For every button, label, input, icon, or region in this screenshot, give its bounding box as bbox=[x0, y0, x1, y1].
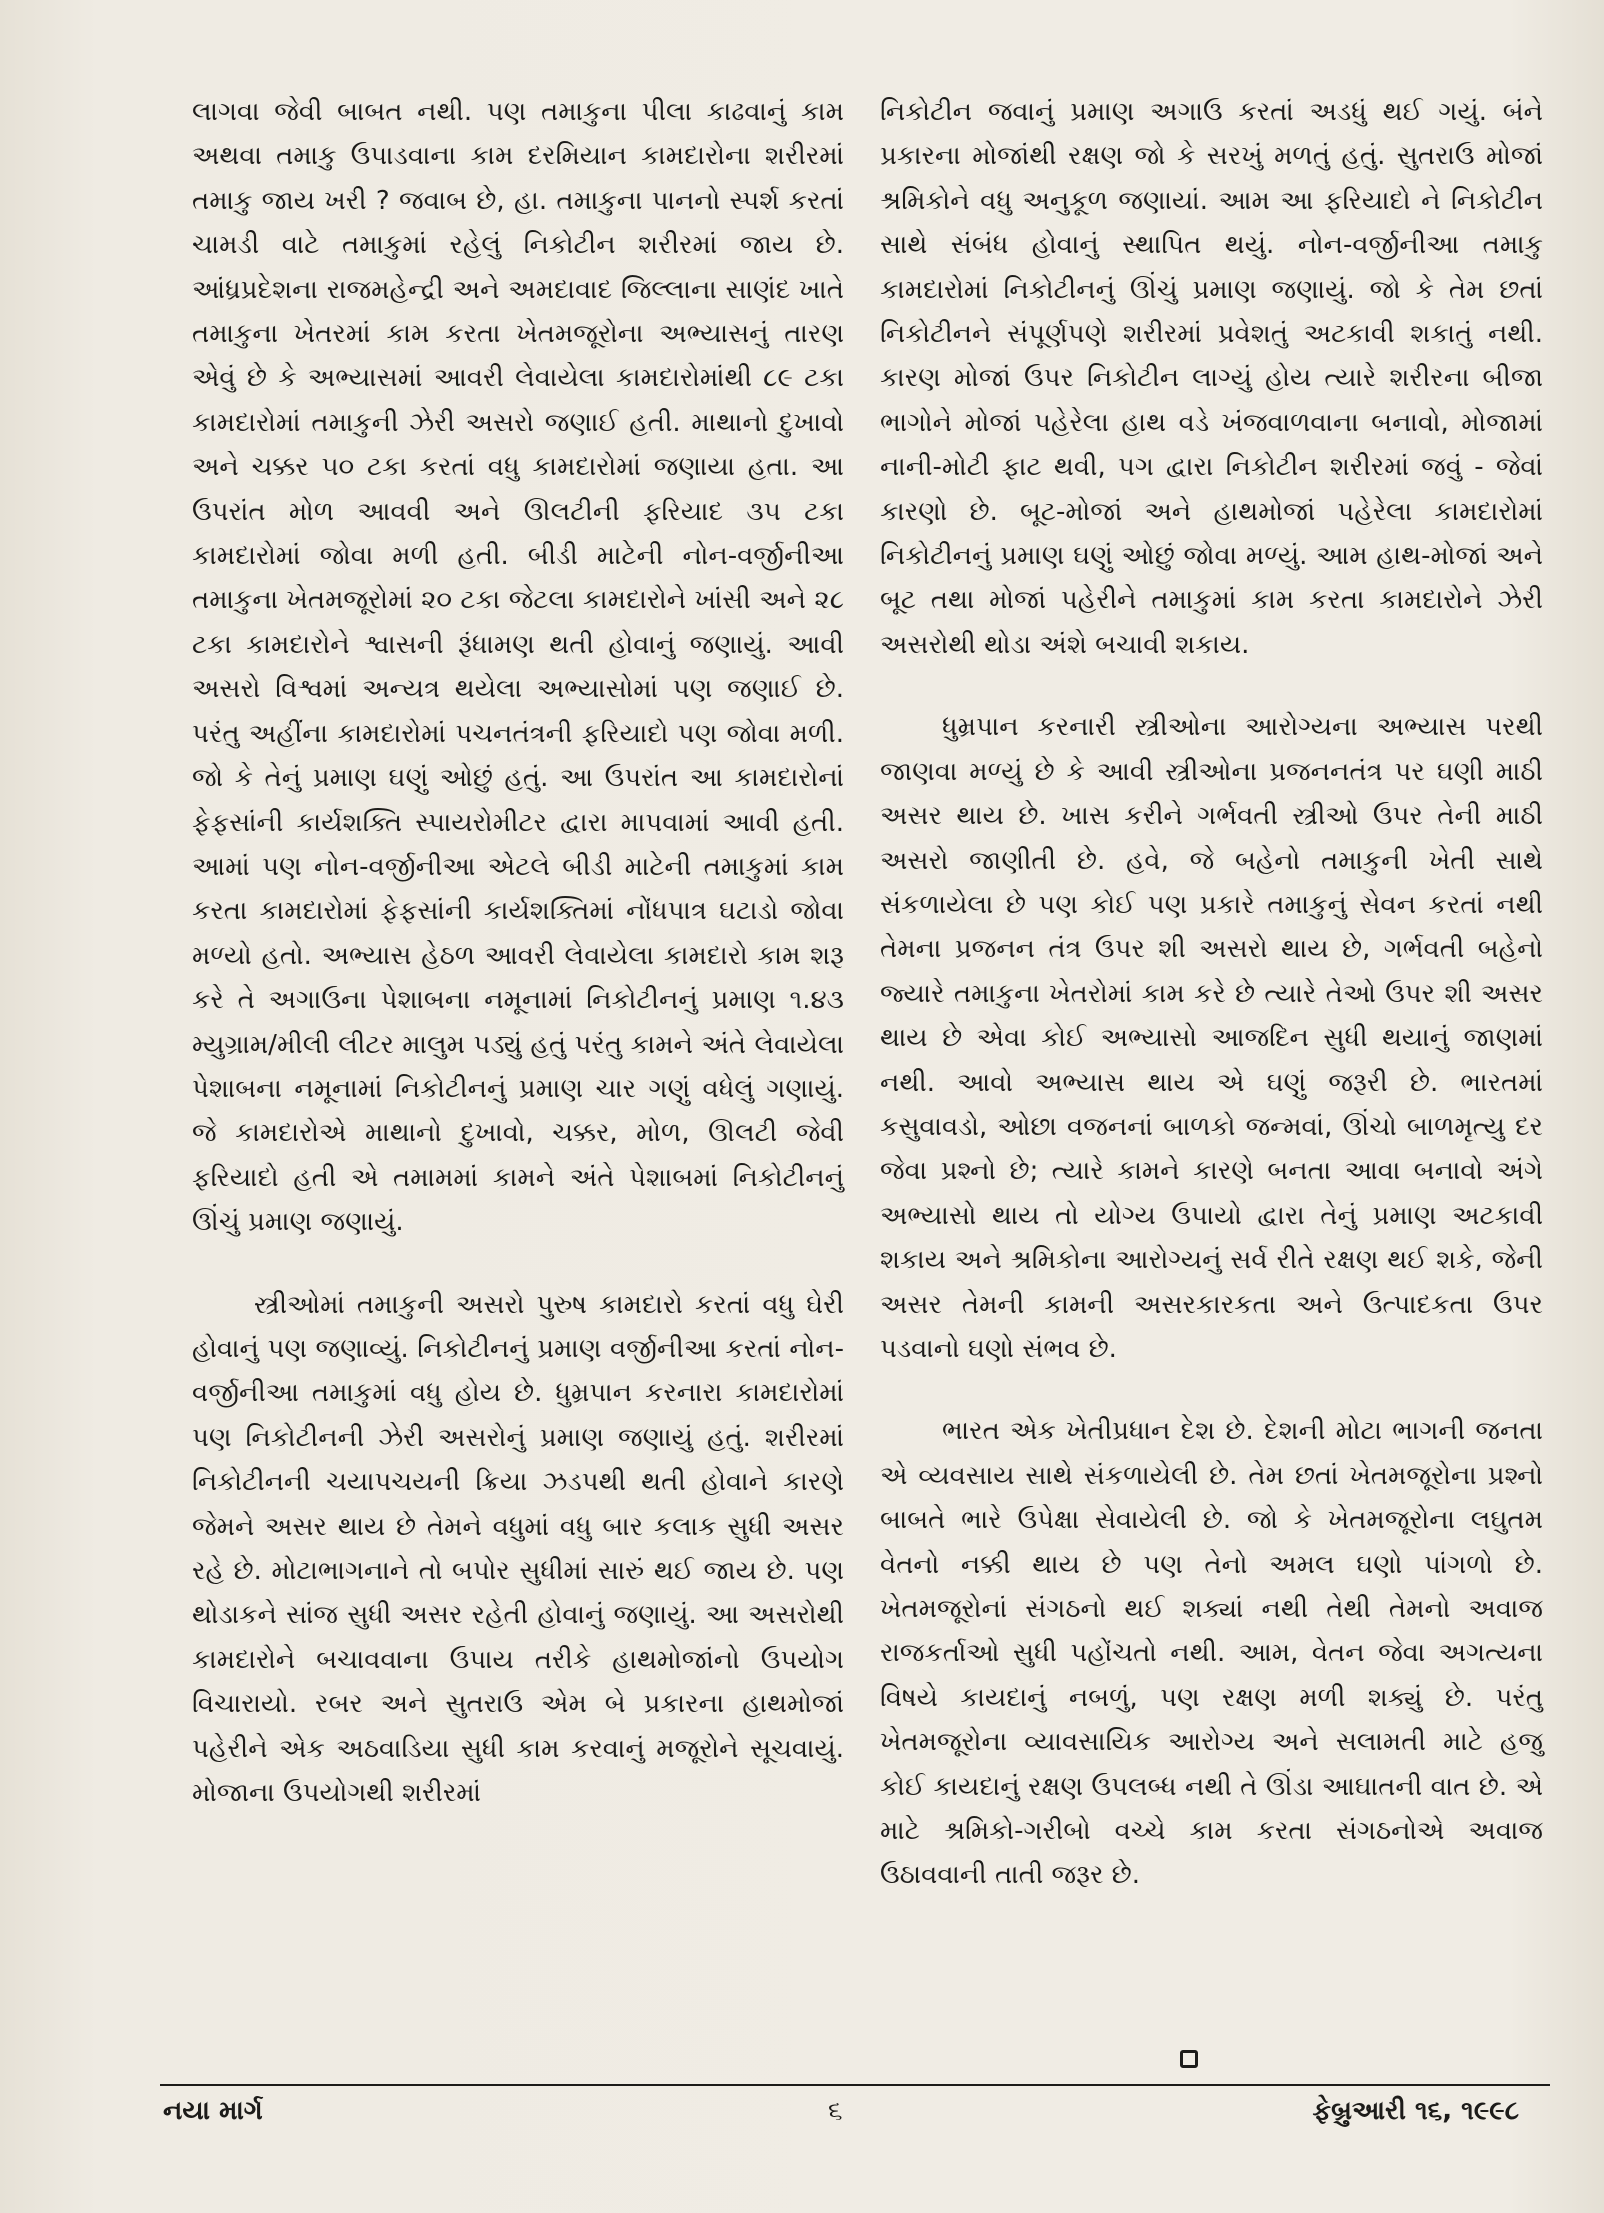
publication-name: નયા માર્ગ bbox=[163, 2096, 263, 2126]
left-paragraph-2: સ્ત્રીઓમાં તમાકુની અસરો પુરુષ કામદારો કરતાં વધુ ઘેરી હોવાનું પણ જણાવ્યું. નિકોટીનનું પ્રમાણ વર્જીનીઆ કરતાં નોન-વર્જીનીઆ તમાકુમાં વધુ હોય છે. ધુમ્રપાન કરનારા કામદારોમાં પણ નિકોટીનની ઝેરી અસરોનું પ્રમાણ જણાયું હતું. શરીરમાં નિકોટીનની ચયાપચયની ક્રિયા ઝડપથી થતી હોવાને કારણે જેમને અસર થાય છે તેમને વધુમાં વધુ બાર કલાક સુધી અસર રહે છે. મોટાભાગનાને તો બપોર સુધીમાં સારું થઈ જાય છે. પણ થોડાકને સાંજ સુધી અસર રહેતી હોવાનું જણાયું. આ અસરોથી કામદારોને બચાવવાના ઉપાય તરીકે હાથમોજાંનો ઉપયોગ વિચારાયો. રબર અને સુતરાઉ એમ બે પ્રકારના હાથમોજાં પહેરીને એક અઠવાડિયા સુધી કામ કરવાનું મજૂરોને સૂચવાયું. મોજાના ઉપયોગથી શરીરમાં bbox=[192, 1289, 844, 1809]
right-column bbox=[880, 90, 1543, 1898]
right-paragraph-3: ભારત એક ખેતીપ્રધાન દેશ છે. દેશની મોટા ભાગની જનતા એ વ્યવસાય સાથે સંકળાયેલી છે. તેમ છતાં ખેતમજૂરોના પ્રશ્નો બાબતે ભારે ઉપેક્ષા સેવાયેલી છે. જો કે ખેતમજૂરોના લઘુતમ વેતનો નક્કી થાય છે પણ તેનો અમલ ઘણો પાંગળો છે. ખેતમજૂરોનાં સંગઠનો થઈ શક્યાં નથી તેથી તેમનો અવાજ રાજકર્તાઓ સુધી પહોંચતો નથી. આમ, વેતન જેવા અગત્યના વિષયે કાયદાનું નબળું, પણ રક્ષણ મળી શક્યું છે. પરંતુ ખેતમજૂરોના વ્યાવસાયિક આરોગ્ય અને સલામતી માટે હજુ કોઈ કાયદાનું રક્ષણ ઉપલબ્ધ નથી તે ઊંડા આઘાતની વાત છે. એ માટે શ્રમિકો-ગરીબો વચ્ચે કામ કરતા સંગઠનોએ અવાજ ઉઠાવવાની તાતી જરૂર છે. bbox=[880, 1416, 1543, 1891]
page-number: ૬ bbox=[828, 2096, 843, 2126]
issue-date: ફેબ્રુઆરી ૧૬, ૧૯૯૮ bbox=[1312, 2096, 1519, 2126]
right-paragraph-2: ધુમ્રપાન કરનારી સ્ત્રીઓના આરોગ્યના અભ્યાસ પરથી જાણવા મળ્યું છે કે આવી સ્ત્રીઓના પ્રજનનતંત્ર પર ઘણી માઠી અસર થાય છે. ખાસ કરીને ગર્ભવતી સ્ત્રીઓ ઉપર તેની માઠી અસરો જાણીતી છે. હવે, જે બહેનો તમાકુની ખેતી સાથે સંકળાયેલા છે પણ કોઈ પણ પ્રકારે તમાકુનું સેવન કરતાં નથી તેમના પ્રજનન તંત્ર ઉપર શી અસરો થાય છે, ગર્ભવતી બહેનો જ્યારે તમાકુના ખેતરોમાં કામ કરે છે ત્યારે તેઓ ઉપર શી અસર થાય છે એવા કોઈ અભ્યાસો આજદિન સુધી થયાનું જાણમાં નથી. આવો અભ્યાસ થાય એ ઘણું જરૂરી છે. ભારતમાં કસુવાવડો, ઓછા વજનનાં બાળકો જન્મવાં, ઊંચો બાળમૃત્યુ દર જેવા પ્રશ્નો છે; ત્યારે કામને કારણે બનતા આવા બનાવો અંગે અભ્યાસો થાય તો યોગ્ય ઉપાયો દ્વારા તેનું પ્રમાણ અટકાવી શકાય અને શ્રમિકોના આરોગ્યનું સર્વ રીતે રક્ષણ થઈ શકે, જેની અસર તેમની કામની અસરકારકતા અને ઉત્પાદકતા ઉપર પડવાનો ઘણો સંભવ છે. bbox=[880, 712, 1543, 1364]
right-paragraph-1: નિકોટીન જવાનું પ્રમાણ અગાઉ કરતાં અડધું થઈ ગયું. બંને પ્રકારના મોજાંથી રક્ષણ જો કે સરખું મળતું હતું. સુતરાઉ મોજાં શ્રમિકોને વધુ અનુકૂળ જણાયાં. આમ આ ફરિયાદો ને નિકોટીન સાથે સંબંધ હોવાનું સ્થાપિત થયું. નોન-વર્જીનીઆ તમાકુ કામદારોમાં નિકોટીનનું ઊંચું પ્રમાણ જણાયું. જો કે તેમ છતાં નિકોટીનને સંપૂર્ણપણે શરીરમાં પ્રવેશતું અટકાવી શકાતું નથી. કારણ મોજાં ઉપર નિકોટીન લાગ્યું હોય ત્યારે શરીરના બીજા ભાગોને મોજાં પહેરેલા હાથ વડે ખંજવાળવાના બનાવો, મોજામાં નાની-મોટી ફાટ થવી, પગ દ્વારા નિકોટીન શરીરમાં જવું - જેવાં કારણો છે. બૂટ-મોજાં અને હાથમોજાં પહેરેલા કામદારોમાં નિકોટીનનું પ્રમાણ ઘણું ઓછું જોવા મળ્યું. આમ હાથ-મોજાં અને બૂટ તથા મોજાં પહેરીને તમાકુમાં કામ કરતા કામદારોને ઝેરી અસરોથી થોડા અંશે બચાવી શકાય. bbox=[880, 97, 1543, 660]
left-column bbox=[192, 90, 844, 1815]
hollow-square-icon bbox=[1180, 2050, 1198, 2068]
footer-divider bbox=[160, 2084, 1550, 2086]
left-paragraph-1: લાગવા જેવી બાબત નથી. પણ તમાકુના પીલા કાઢવાનું કામ અથવા તમાકુ ઉપાડવાના કામ દરમિયાન કામદારોના શરીરમાં તમાકુ જાય ખરી ? જવાબ છે, હા. તમાકુના પાનનો સ્પર્શ કરતાં ચામડી વાટે તમાકુમાં રહેલું નિકોટીન શરીરમાં જાય છે. આંધ્રપ્રદેશના રાજમહેન્દ્રી અને અમદાવાદ જિલ્લાના સાણંદ ખાતે તમાકુના ખેતરમાં કામ કરતા ખેતમજૂરોના અભ્યાસનું તારણ એવું છે કે અભ્યાસમાં આવરી લેવાયેલા કામદારોમાંથી ૮૯ ટકા કામદારોમાં તમાકુની ઝેરી અસરો જણાઈ હતી. માથાનો દુખાવો અને ચક્કર ૫૦ ટકા કરતાં વધુ કામદારોમાં જણાયા હતા. આ ઉપરાંત મોળ આવવી અને ઊલટીની ફરિયાદ ૩૫ ટકા કામદારોમાં જોવા મળી હતી. બીડી માટેની નોન-વર્જીનીઆ તમાકુના ખેતમજૂરોમાં ૨૦ ટકા જેટલા કામદારોને ખાંસી અને ૨૮ ટકા કામદારોને શ્વાસની રૂંધામણ થતી હોવાનું જણાયું. આવી અસરો વિશ્વમાં અન્યત્ર થયેલા અભ્યાસોમાં પણ જણાઈ છે. પરંતુ અહીંના કામદારોમાં પચનતંત્રની ફરિયાદો પણ જોવા મળી. જો કે તેનું પ્રમાણ ઘણું ઓછું હતું. આ ઉપરાંત આ કામદારોનાં ફેફસાંની કાર્યશક્તિ સ્પાયરોમીટર દ્વારા માપવામાં આવી હતી. આમાં પણ નોન-વર્જીનીઆ એટલે બીડી માટેની તમાકુમાં કામ કરતા કામદારોમાં ફેફસાંની કાર્યશક્તિમાં નોંધપાત્ર ઘટાડો જોવા મળ્યો હતો. અભ્યાસ હેઠળ આવરી લેવાયેલા કામદારો કામ શરૂ કરે તે અગાઉના પેશાબના નમૂનામાં નિકોટીનનું પ્રમાણ ૧.૪૩ મ્યુગ્રામ/મીલી લીટર માલુમ પડ્યું હતું પરંતુ કામને અંતે લેવાયેલા પેશાબના નમૂનામાં નિકોટીનનું પ્રમાણ ચાર ગણું વધેલું ગણાયું. જે કામદારોએ માથાનો દુખાવો, ચક્કર, મોળ, ઊલટી જેવી ફરિયાદો હતી એ તમામમાં કામને અંતે પેશાબમાં નિકોટીનનું ઊંચું પ્રમાણ જણાયું. bbox=[192, 97, 844, 1238]
